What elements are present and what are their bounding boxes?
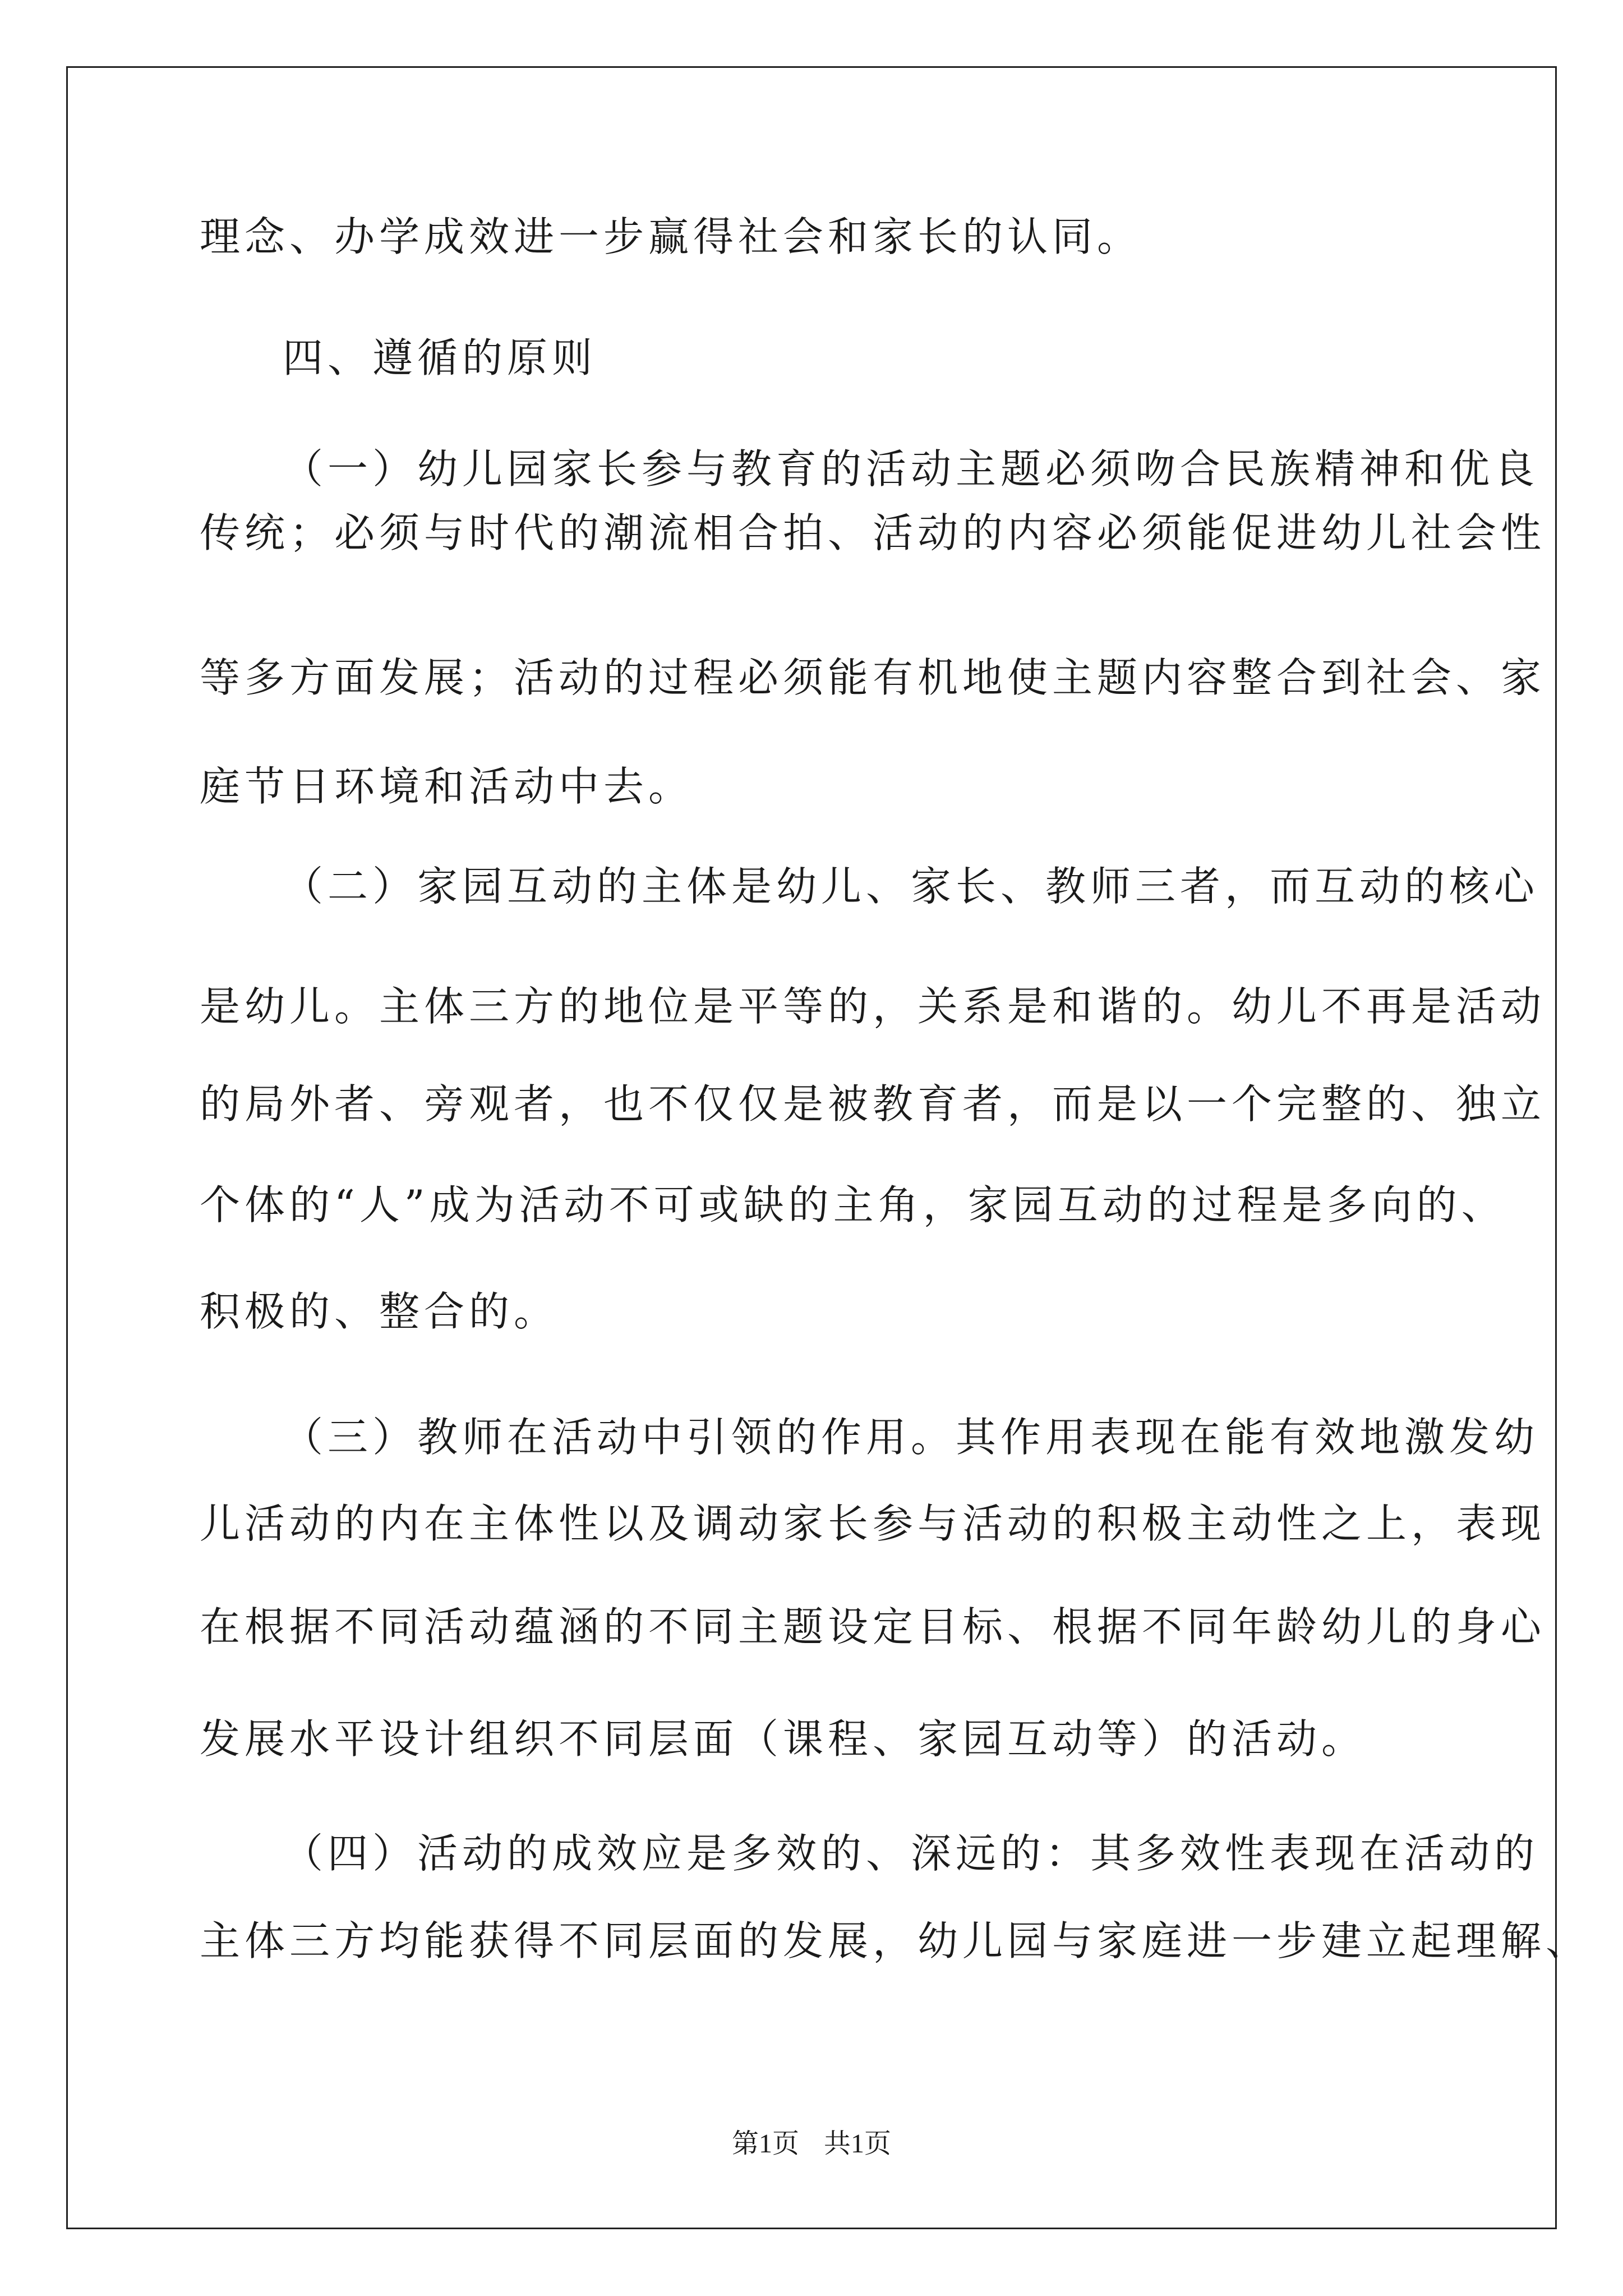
text-line: 主体三方均能获得不同层面的发展，幼儿园与家庭进一步建立起理解、 [200,1917,1591,1964]
text-line: 等多方面发展；活动的过程必须能有机地使主题内容整合到社会、家 [200,654,1546,701]
section-heading: 四、遵循的原则 [283,334,597,381]
text-line: 理念、办学成效进一步赢得社会和家长的认同。 [200,213,1142,260]
page-footer [0,2128,1623,2160]
text-line: （四）活动的成效应是多效的、深远的：其多效性表现在活动的 [283,1830,1539,1877]
text-line: 个体的“人”成为活动不可或缺的主角，家园互动的过程是多向的、 [200,1181,1506,1228]
page-border [66,66,1557,2229]
text-line: （二）家园互动的主体是幼儿、家长、教师三者，而互动的核心 [283,863,1539,910]
text-line: （一）幼儿园家长参与教育的活动主题必须吻合民族精神和优良 [283,445,1539,493]
text-line: 庭节日环境和活动中去。 [200,763,694,810]
text-line: （三）教师在活动中引领的作用。其作用表现在能有效地激发幼 [283,1414,1539,1461]
text-line: 发展水平设计组织不同层面（课程、家园互动等）的活动。 [200,1715,1367,1763]
page-number: 第1页 [731,2129,799,2159]
text-line: 在根据不同活动蕴涵的不同主题设定目标、根据不同年龄幼儿的身心 [200,1603,1546,1650]
text-line: 儿活动的内在主体性以及调动家长参与活动的积极主动性之上，表现 [200,1500,1546,1547]
text-line: 传统；必须与时代的潮流相合拍、活动的内容必须能促进幼儿社会性 [200,509,1546,556]
total-pages: 共1页 [824,2129,892,2159]
text-line: 是幼儿。主体三方的地位是平等的，关系是和谐的。幼儿不再是活动 [200,983,1546,1030]
text-line: 积极的、整合的。 [200,1288,559,1335]
text-line: 的局外者、旁观者，也不仅仅是被教育者，而是以一个完整的、独立 [200,1080,1546,1128]
